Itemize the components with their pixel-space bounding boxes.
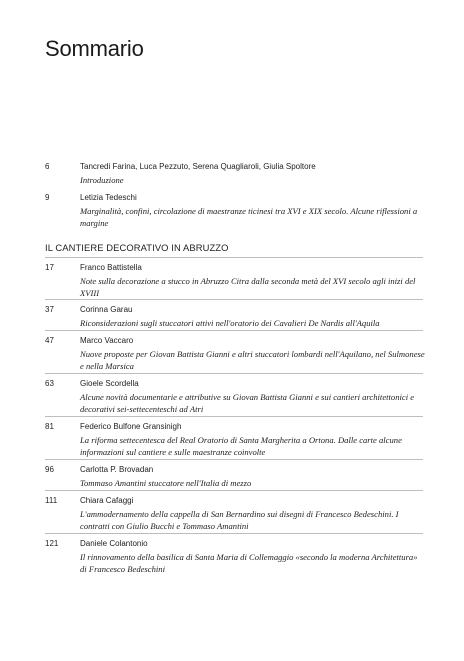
toc-authors: Marco Vaccaro xyxy=(80,336,134,345)
toc-work-title: Riconsiderazioni sugli stuccatori attivi nell'oratorio dei Cavalieri De Nardis all'Aquila xyxy=(80,318,380,328)
toc-page-number: 96 xyxy=(45,465,54,474)
entry-divider xyxy=(45,330,423,331)
entry-divider xyxy=(45,490,423,491)
toc-work-title: La riforma settecentesca del Real Oratorio di Santa Margherita a Ortona. Dalle carte alcune informazioni sul cantiere e sulle maestranze coinvolte xyxy=(80,435,402,458)
toc-page-number: 111 xyxy=(45,496,58,505)
section-divider xyxy=(45,257,423,258)
toc-work-title: Il rinnovamento della basilica di Santa Maria di Collemaggio «secondo la moderna Architettura» di Francesco Bedeschini xyxy=(80,552,418,575)
entry-divider xyxy=(45,373,423,374)
toc-authors: Letizia Tedeschi xyxy=(80,193,137,202)
toc-page-number: 9 xyxy=(45,193,50,202)
entry-divider xyxy=(45,416,423,417)
toc-authors: Daniele Colantonio xyxy=(80,539,148,548)
toc-work-title: L'ammodernamento della cappella di San Bernardino sui disegni di Francesco Bedeschini. I contratti con Giulio Bucchi e Tommaso Amantini xyxy=(80,509,399,532)
toc-page-number: 63 xyxy=(45,379,54,388)
page-title: Sommario xyxy=(45,36,144,61)
section-heading: IL CANTIERE DECORATIVO IN ABRUZZO xyxy=(45,242,229,253)
toc-work-title: Marginalità, confini, circolazione di maestranze ticinesi tra XVI e XIX secolo. Alcune riflessioni a margine xyxy=(80,206,418,229)
toc-page-number: 47 xyxy=(45,336,54,345)
toc-authors: Corinna Garau xyxy=(80,305,133,314)
toc-page-number: 6 xyxy=(45,162,50,171)
toc-page-number: 81 xyxy=(45,422,54,431)
toc-page-number: 121 xyxy=(45,539,59,548)
toc-authors: Chiara Cafaggi xyxy=(80,496,134,505)
toc-work-title: Introduzione xyxy=(80,175,124,185)
entry-divider xyxy=(45,533,423,534)
toc-work-title: Nuove proposte per Giovan Battista Gianni e altri stuccatori lombardi nell'Aquilano, nel Sulmonese e nella Marsica xyxy=(80,349,425,372)
entry-divider xyxy=(45,459,423,460)
toc-work-title: Alcune novità documentarie e attributive su Giovan Battista Gianni e sui cantieri architettonici e decorativi sei-settecenteschi ad Atri xyxy=(80,392,415,415)
toc-authors: Gioele Scordella xyxy=(80,379,139,388)
toc-page-number: 37 xyxy=(45,305,54,314)
entry-divider xyxy=(45,299,423,300)
toc-page-number: 17 xyxy=(45,263,54,272)
toc-authors: Tancredi Farina, Luca Pezzuto, Serena Quagliaroli, Giulia Spoltore xyxy=(80,162,316,171)
toc-work-title: Tommaso Amantini stuccatore nell'Italia di mezzo xyxy=(80,478,252,488)
toc-authors: Franco Battistella xyxy=(80,263,142,272)
toc-work-title: Note sulla decorazione a stucco in Abruzzo Citra dalla seconda metà del XVI secolo agli inizi del XVIII xyxy=(80,276,416,299)
toc-authors: Federico Bulfone Gransinigh xyxy=(80,422,182,431)
toc-authors: Carlotta P. Brovadan xyxy=(80,465,154,474)
